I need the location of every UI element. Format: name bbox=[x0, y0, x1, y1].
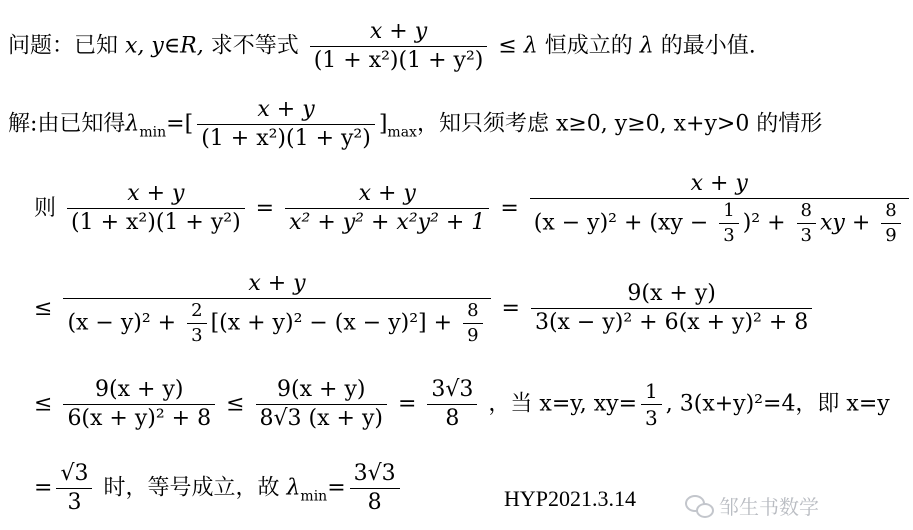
step1-f3-num: x + y bbox=[530, 172, 909, 199]
step3-f2-den: 8√3 (x + y) bbox=[259, 406, 383, 432]
step-1 bbox=[34, 172, 913, 246]
step1-f3-inner-2-den: 3 bbox=[800, 224, 812, 246]
problem-vars: x, y∈R, bbox=[125, 33, 204, 59]
step2-f1-num: x + y bbox=[63, 272, 490, 299]
step1-f3-inner-3-num: 8 bbox=[881, 201, 900, 224]
step2-f1-den bbox=[63, 299, 490, 346]
step2-f1-den-b: [(x + y)² − (x − y)²] + bbox=[210, 310, 460, 336]
step1-fraction-1 bbox=[67, 182, 245, 235]
problem-statement bbox=[8, 20, 756, 73]
step4-f2-num: 3√3 bbox=[350, 462, 400, 489]
step3-fraction-2 bbox=[256, 378, 387, 431]
step1-f3-inner-1-den: 3 bbox=[723, 224, 735, 246]
step3-lead: ≤ bbox=[34, 391, 53, 417]
step1-f3-inner-frac-2 bbox=[797, 201, 816, 246]
step2-lead: ≤ bbox=[34, 295, 53, 321]
solution-line bbox=[8, 98, 822, 151]
step3-f1-den: 6(x + y)² + 8 bbox=[67, 406, 212, 432]
step2-f1-inner-1-num: 2 bbox=[187, 301, 206, 324]
step3-when-num: 1 bbox=[641, 380, 662, 405]
step1-fraction-3 bbox=[530, 172, 909, 246]
step3-eq: = bbox=[397, 391, 417, 417]
step3-fraction-1 bbox=[63, 378, 215, 431]
step4-f1-den: 3 bbox=[67, 490, 82, 516]
step2-f1-inner-2-den: 9 bbox=[467, 324, 479, 346]
watermark bbox=[685, 491, 819, 520]
problem-lambda: λ bbox=[639, 33, 654, 59]
solution-fraction bbox=[197, 98, 375, 151]
step1-f1-num: x + y bbox=[67, 182, 245, 209]
step3-fraction-3 bbox=[427, 378, 477, 431]
step4-fraction-1 bbox=[56, 462, 92, 515]
solution-fraction-num: x + y bbox=[197, 98, 375, 125]
step3-f1-num: 9(x + y) bbox=[63, 378, 215, 405]
step1-eq-1: = bbox=[255, 195, 275, 221]
solution-label: 解:由已知得 bbox=[8, 111, 126, 137]
step1-f3-inner-3-den: 9 bbox=[885, 224, 897, 246]
step3-le: ≤ bbox=[226, 391, 245, 417]
step-3 bbox=[34, 378, 890, 431]
step3-f3-num: 3√3 bbox=[427, 378, 477, 405]
date-stamp: HYP2021.3.14 bbox=[504, 486, 637, 511]
step4-fraction-2 bbox=[350, 462, 400, 515]
step2-eq: = bbox=[501, 295, 520, 321]
step1-f3-den-c: xy + bbox=[819, 210, 878, 236]
step1-f3-den-b: )² + bbox=[742, 210, 793, 236]
step4-lambda: λ bbox=[286, 475, 301, 501]
step1-eq-2: = bbox=[500, 195, 519, 221]
solution-tail: ，知只须考虑 x≥0, y≥0, x+y>0 的情形 bbox=[416, 111, 823, 137]
step4-f1-num: √3 bbox=[56, 462, 92, 489]
step1-lead: 则 bbox=[34, 195, 57, 221]
step2-f1-den-a: (x − y)² + bbox=[67, 310, 184, 336]
step3-when-den: 3 bbox=[645, 406, 658, 431]
solution-eq-bracket: =[ bbox=[166, 111, 194, 137]
step3-when-fraction bbox=[641, 380, 662, 429]
step2-f1-inner-frac-2 bbox=[463, 301, 482, 346]
problem-fraction bbox=[310, 20, 488, 73]
step1-f2-den: x² + y² + x²y² + 1 bbox=[289, 210, 486, 236]
problem-end: 的最小值. bbox=[660, 33, 756, 59]
step3-f2-num: 9(x + y) bbox=[256, 378, 387, 405]
step4-f2-den: 8 bbox=[367, 490, 382, 516]
solution-max-sub: max bbox=[387, 124, 417, 141]
step1-f3-inner-2-num: 8 bbox=[797, 201, 816, 224]
step3-cond: , 3(x+y)²=4，即 x=y bbox=[665, 391, 890, 417]
step2-f1-inner-frac-1 bbox=[187, 301, 206, 346]
step1-fraction-2 bbox=[285, 182, 489, 235]
problem-middle: 求不等式 bbox=[210, 33, 299, 59]
solution-close: ] bbox=[378, 111, 388, 137]
problem-fraction-den: (1 + x²)(1 + y²) bbox=[313, 48, 484, 74]
solution-min-sub: min bbox=[139, 124, 167, 141]
step4-text: 时，等号成立，故 bbox=[103, 475, 280, 501]
solution-lambda: λ bbox=[125, 111, 140, 137]
step2-f1-inner-1-den: 3 bbox=[191, 324, 203, 346]
problem-fraction-num: x + y bbox=[310, 20, 488, 47]
step2-f1-inner-2-num: 8 bbox=[463, 301, 482, 324]
step2-fraction-2 bbox=[531, 282, 812, 335]
step3-f3-den: 8 bbox=[445, 406, 460, 432]
problem-ineq: ≤ λ bbox=[498, 33, 538, 59]
step4-eq: = bbox=[34, 475, 53, 501]
step1-f3-inner-1-num: 1 bbox=[719, 201, 738, 224]
step1-f3-den bbox=[530, 199, 909, 246]
step4-min-sub: min bbox=[300, 488, 328, 505]
step1-f3-inner-frac-3 bbox=[881, 201, 900, 246]
solution-fraction-den: (1 + x²)(1 + y²) bbox=[201, 126, 371, 152]
step2-f2-den: 3(x − y)² + 6(x + y)² + 8 bbox=[534, 310, 809, 336]
step-4 bbox=[34, 462, 404, 515]
step-2 bbox=[34, 272, 816, 346]
step1-f2-num: x + y bbox=[285, 182, 489, 209]
wechat-icon bbox=[685, 495, 713, 517]
problem-suffix: 恒成立的 bbox=[544, 33, 633, 59]
step4-eq2: = bbox=[327, 475, 346, 501]
step2-f2-num: 9(x + y) bbox=[531, 282, 812, 309]
step2-fraction-1 bbox=[63, 272, 490, 346]
step1-f1-den: (1 + x²)(1 + y²) bbox=[71, 210, 241, 236]
step3-when: ，当 x=y, xy= bbox=[488, 391, 638, 417]
step1-f3-den-a: (x − y)² + (xy − bbox=[533, 210, 716, 236]
problem-prefix: 问题：已知 bbox=[8, 33, 119, 59]
watermark-text: 邹生书数学 bbox=[719, 495, 819, 519]
step1-f3-inner-frac-1 bbox=[719, 201, 738, 246]
